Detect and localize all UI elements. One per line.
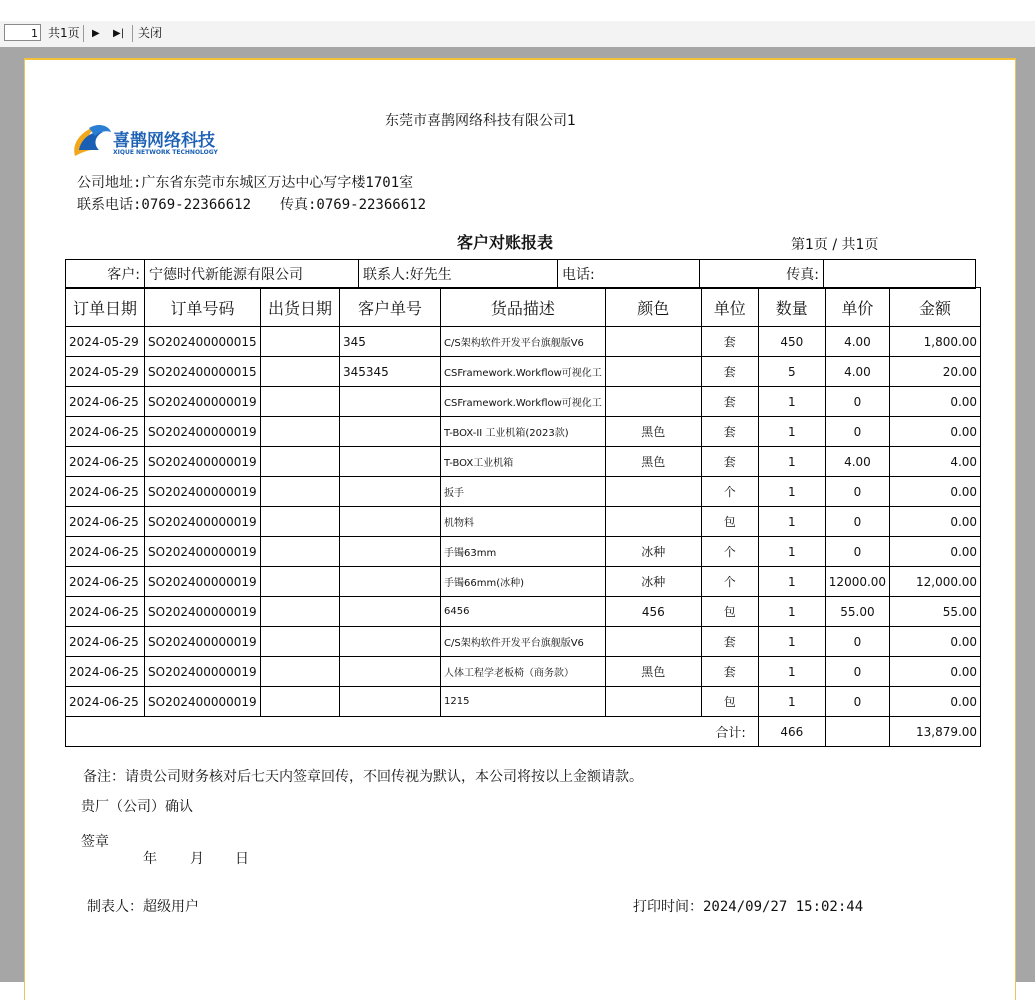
report-viewer-toolbar bbox=[0, 21, 1035, 47]
fax-value bbox=[824, 260, 976, 289]
table-row bbox=[66, 327, 981, 357]
cell-color: 黑色 bbox=[605, 447, 701, 477]
cell-amount: 1,800.00 bbox=[890, 327, 981, 357]
cell-price: 0 bbox=[825, 387, 889, 417]
cell-order-date: 2024-06-25 bbox=[66, 477, 145, 507]
cell-customer-order-no bbox=[340, 507, 441, 537]
cell-order-no: SO202400000019 bbox=[145, 567, 261, 597]
cell-color: 456 bbox=[605, 597, 701, 627]
cell-amount: 12,000.00 bbox=[890, 567, 981, 597]
cell-unit: 套 bbox=[701, 417, 758, 447]
cell-order-no: SO202400000019 bbox=[145, 537, 261, 567]
header-unit: 单位 bbox=[701, 288, 758, 327]
cell-quantity: 1 bbox=[758, 417, 825, 447]
cell-customer-order-no bbox=[340, 627, 441, 657]
customer-label: 客户: bbox=[66, 260, 145, 289]
cell-amount: 0.00 bbox=[890, 687, 981, 717]
cell-order-date: 2024-06-25 bbox=[66, 417, 145, 447]
cell-unit: 包 bbox=[701, 597, 758, 627]
cell-price: 0 bbox=[825, 687, 889, 717]
sign-label: 签章 bbox=[81, 834, 109, 850]
cell-order-no: SO202400000019 bbox=[145, 597, 261, 627]
cell-unit: 套 bbox=[701, 627, 758, 657]
date-line bbox=[143, 848, 249, 868]
cell-order-no: SO202400000019 bbox=[145, 657, 261, 687]
table-row bbox=[66, 357, 981, 387]
confirm-label: 贵厂（公司）确认 bbox=[81, 799, 193, 815]
statement-table bbox=[65, 287, 981, 747]
cell-unit: 套 bbox=[701, 357, 758, 387]
header-order-date: 订单日期 bbox=[66, 288, 145, 327]
last-page-icon[interactable]: ▶| bbox=[113, 28, 125, 39]
cell-ship-date bbox=[261, 387, 340, 417]
total-row bbox=[66, 717, 981, 747]
cell-price: 55.00 bbox=[825, 597, 889, 627]
logo-text-en: XIQUE NETWORK TECHNOLOGY bbox=[113, 149, 218, 156]
cell-quantity: 1 bbox=[758, 657, 825, 687]
cell-customer-order-no bbox=[340, 567, 441, 597]
cell-price: 0 bbox=[825, 507, 889, 537]
cell-color bbox=[605, 327, 701, 357]
company-address: 公司地址:广东省东莞市东城区万达中心写字楼1701室 bbox=[77, 175, 414, 191]
year-label: 年 bbox=[143, 851, 157, 867]
cell-description: 人体工程学老板椅（商务款） bbox=[441, 657, 606, 687]
cell-quantity: 1 bbox=[758, 447, 825, 477]
cell-quantity: 1 bbox=[758, 507, 825, 537]
cell-color: 黑色 bbox=[605, 657, 701, 687]
cell-ship-date bbox=[261, 357, 340, 387]
cell-price: 12000.00 bbox=[825, 567, 889, 597]
header-customer-order-no: 客户单号 bbox=[340, 288, 441, 327]
header-quantity: 数量 bbox=[758, 288, 825, 327]
cell-order-date: 2024-05-29 bbox=[66, 327, 145, 357]
table-row bbox=[66, 567, 981, 597]
remark-note: 备注：请贵公司财务核对后七天内签章回传，不回传视为默认，本公司将按以上金额请款。 bbox=[83, 769, 643, 785]
next-page-icon[interactable]: ▶ bbox=[92, 28, 100, 39]
cell-order-date: 2024-06-25 bbox=[66, 567, 145, 597]
total-price-empty bbox=[825, 717, 889, 747]
cell-color bbox=[605, 627, 701, 657]
cell-quantity: 1 bbox=[758, 537, 825, 567]
cell-description: 1215 bbox=[441, 687, 606, 717]
cell-description: CSFramework.Workflow可视化工 bbox=[441, 357, 606, 387]
cell-ship-date bbox=[261, 447, 340, 477]
table-row bbox=[66, 687, 981, 717]
cell-order-date: 2024-05-29 bbox=[66, 357, 145, 387]
cell-description: C/S架构软件开发平台旗舰版V6 bbox=[441, 627, 606, 657]
cell-customer-order-no bbox=[340, 537, 441, 567]
cell-order-no: SO202400000019 bbox=[145, 417, 261, 447]
cell-price: 0 bbox=[825, 537, 889, 567]
cell-quantity: 5 bbox=[758, 357, 825, 387]
table-row bbox=[66, 477, 981, 507]
cell-ship-date bbox=[261, 477, 340, 507]
cell-order-date: 2024-06-25 bbox=[66, 447, 145, 477]
cell-ship-date bbox=[261, 327, 340, 357]
print-time: 打印时间：2024/09/27 15:02:44 bbox=[633, 899, 864, 915]
cell-amount: 4.00 bbox=[890, 447, 981, 477]
cell-order-no: SO202400000019 bbox=[145, 687, 261, 717]
header-color: 颜色 bbox=[605, 288, 701, 327]
cell-unit: 套 bbox=[701, 387, 758, 417]
cell-unit: 套 bbox=[701, 327, 758, 357]
contact-label: 联系人: bbox=[363, 267, 410, 283]
customer-info-table bbox=[65, 259, 976, 289]
cell-ship-date bbox=[261, 687, 340, 717]
header-order-no: 订单号码 bbox=[145, 288, 261, 327]
cell-customer-order-no bbox=[340, 597, 441, 627]
total-amount: 13,879.00 bbox=[890, 717, 981, 747]
cell-amount: 0.00 bbox=[890, 417, 981, 447]
company-phone: 联系电话:0769-22366612 bbox=[77, 197, 252, 213]
table-row bbox=[66, 417, 981, 447]
cell-quantity: 1 bbox=[758, 477, 825, 507]
cell-order-no: SO202400000019 bbox=[145, 447, 261, 477]
cell-description: 扳手 bbox=[441, 477, 606, 507]
cell-ship-date bbox=[261, 417, 340, 447]
day-label: 日 bbox=[235, 851, 249, 867]
page-number-input[interactable]: 1 bbox=[4, 24, 41, 41]
cell-price: 4.00 bbox=[825, 447, 889, 477]
cell-description: 手镯63mm bbox=[441, 537, 606, 567]
cell-order-date: 2024-06-25 bbox=[66, 627, 145, 657]
cell-description: CSFramework.Workflow可视化工 bbox=[441, 387, 606, 417]
cell-amount: 0.00 bbox=[890, 627, 981, 657]
header-ship-date: 出货日期 bbox=[261, 288, 340, 327]
table-row bbox=[66, 447, 981, 477]
cell-color bbox=[605, 477, 701, 507]
cell-quantity: 1 bbox=[758, 387, 825, 417]
report-page bbox=[24, 58, 1016, 1000]
cell-customer-order-no: 345345 bbox=[340, 357, 441, 387]
company-logo bbox=[69, 120, 229, 164]
cell-amount: 0.00 bbox=[890, 657, 981, 687]
cell-amount: 20.00 bbox=[890, 357, 981, 387]
cell-color bbox=[605, 507, 701, 537]
table-row bbox=[66, 387, 981, 417]
cell-description: 手镯66mm(冰种) bbox=[441, 567, 606, 597]
cell-color bbox=[605, 357, 701, 387]
cell-color bbox=[605, 387, 701, 417]
cell-ship-date bbox=[261, 507, 340, 537]
table-row bbox=[66, 657, 981, 687]
cell-description: 机物料 bbox=[441, 507, 606, 537]
cell-customer-order-no bbox=[340, 687, 441, 717]
cell-ship-date bbox=[261, 627, 340, 657]
cell-order-date: 2024-06-25 bbox=[66, 687, 145, 717]
company-name: 东莞市喜鹊网络科技有限公司1 bbox=[385, 113, 576, 129]
cell-amount: 0.00 bbox=[890, 537, 981, 567]
cell-unit: 个 bbox=[701, 477, 758, 507]
cell-order-date: 2024-06-25 bbox=[66, 387, 145, 417]
cell-unit: 套 bbox=[701, 657, 758, 687]
cell-customer-order-no bbox=[340, 657, 441, 687]
cell-order-no: SO202400000019 bbox=[145, 387, 261, 417]
cell-quantity: 1 bbox=[758, 687, 825, 717]
contact-cell bbox=[359, 260, 558, 289]
cell-price: 0 bbox=[825, 417, 889, 447]
cell-color: 黑色 bbox=[605, 417, 701, 447]
table-row bbox=[66, 537, 981, 567]
table-row bbox=[66, 597, 981, 627]
cell-order-no: SO202400000019 bbox=[145, 507, 261, 537]
cell-unit: 个 bbox=[701, 537, 758, 567]
phone-cell bbox=[558, 260, 700, 289]
total-label: 合计: bbox=[66, 717, 759, 747]
cell-unit: 包 bbox=[701, 507, 758, 537]
cell-ship-date bbox=[261, 597, 340, 627]
cell-order-no: SO202400000015 bbox=[145, 327, 261, 357]
cell-quantity: 1 bbox=[758, 597, 825, 627]
cell-unit: 个 bbox=[701, 567, 758, 597]
logo-text-cn: 喜鹊网络科技 bbox=[113, 131, 215, 151]
cell-customer-order-no bbox=[340, 417, 441, 447]
header-description: 货品描述 bbox=[441, 288, 606, 327]
phone-label: 电话: bbox=[562, 267, 595, 283]
cell-customer-order-no bbox=[340, 477, 441, 507]
cell-ship-date bbox=[261, 537, 340, 567]
cell-order-no: SO202400000019 bbox=[145, 477, 261, 507]
cell-amount: 0.00 bbox=[890, 477, 981, 507]
month-label: 月 bbox=[190, 851, 204, 867]
cell-order-date: 2024-06-25 bbox=[66, 537, 145, 567]
cell-customer-order-no: 345 bbox=[340, 327, 441, 357]
page-info: 第1页 / 共1页 bbox=[791, 237, 879, 253]
cell-quantity: 1 bbox=[758, 627, 825, 657]
cell-order-date: 2024-06-25 bbox=[66, 507, 145, 537]
toolbar-separator bbox=[132, 25, 133, 42]
cell-price: 4.00 bbox=[825, 357, 889, 387]
cell-order-no: SO202400000015 bbox=[145, 357, 261, 387]
table-row bbox=[66, 627, 981, 657]
customer-value: 宁德时代新能源有限公司 bbox=[145, 260, 359, 289]
toolbar-separator bbox=[83, 25, 84, 42]
fax-label: 传真: bbox=[700, 260, 824, 289]
cell-quantity: 1 bbox=[758, 567, 825, 597]
report-maker: 制表人：超级用户 bbox=[87, 899, 199, 915]
cell-order-date: 2024-06-25 bbox=[66, 657, 145, 687]
cell-color: 冰种 bbox=[605, 567, 701, 597]
cell-unit: 包 bbox=[701, 687, 758, 717]
cell-amount: 55.00 bbox=[890, 597, 981, 627]
cell-amount: 0.00 bbox=[890, 507, 981, 537]
cell-color: 冰种 bbox=[605, 537, 701, 567]
cell-description: T-BOX工业机箱 bbox=[441, 447, 606, 477]
close-button[interactable]: 关闭 bbox=[138, 26, 163, 40]
table-header-row bbox=[66, 288, 981, 327]
cell-price: 0 bbox=[825, 627, 889, 657]
cell-color bbox=[605, 687, 701, 717]
header-amount: 金额 bbox=[890, 288, 981, 327]
cell-unit: 套 bbox=[701, 447, 758, 477]
cell-description: C/S架构软件开发平台旗舰版V6 bbox=[441, 327, 606, 357]
cell-quantity: 450 bbox=[758, 327, 825, 357]
cell-order-date: 2024-06-25 bbox=[66, 597, 145, 627]
cell-price: 0 bbox=[825, 657, 889, 687]
cell-price: 4.00 bbox=[825, 327, 889, 357]
cell-customer-order-no bbox=[340, 447, 441, 477]
total-quantity: 466 bbox=[758, 717, 825, 747]
cell-price: 0 bbox=[825, 477, 889, 507]
contact-value: 好先生 bbox=[409, 267, 452, 283]
cell-order-no: SO202400000019 bbox=[145, 627, 261, 657]
header-price: 单价 bbox=[825, 288, 889, 327]
cell-customer-order-no bbox=[340, 387, 441, 417]
cell-description: T-BOX-II 工业机箱(2023款) bbox=[441, 417, 606, 447]
cell-ship-date bbox=[261, 567, 340, 597]
cell-amount: 0.00 bbox=[890, 387, 981, 417]
report-title: 客户对账报表 bbox=[457, 233, 554, 252]
total-pages-label: 共1页 bbox=[48, 26, 80, 40]
cell-description: 6456 bbox=[441, 597, 606, 627]
cell-ship-date bbox=[261, 657, 340, 687]
table-row bbox=[66, 507, 981, 537]
company-fax: 传真:0769-22366612 bbox=[280, 197, 427, 213]
